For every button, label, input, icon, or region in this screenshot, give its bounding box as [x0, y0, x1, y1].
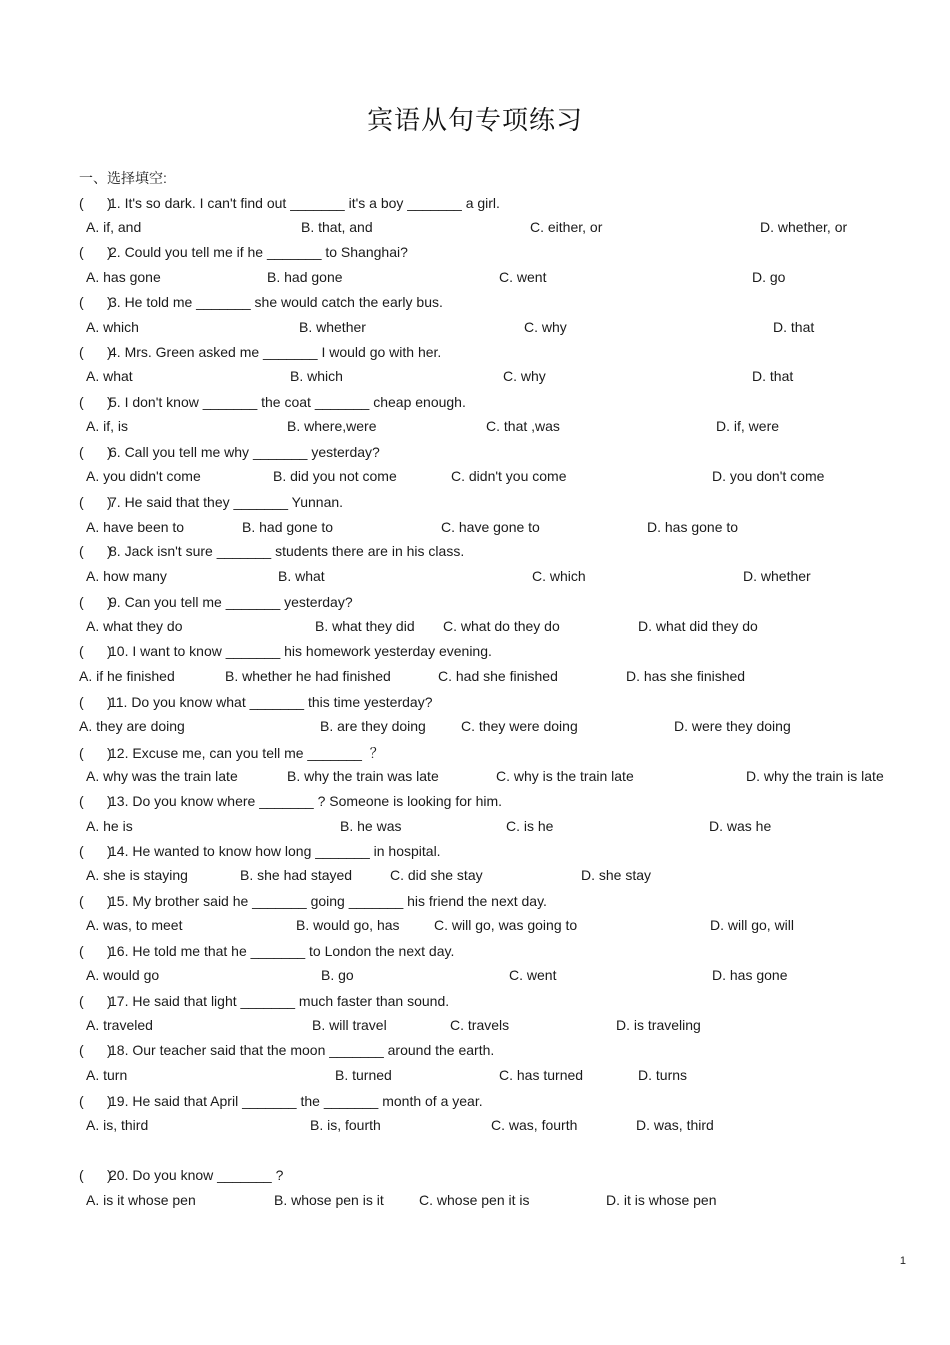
answer-blank[interactable]: ( ) — [79, 244, 112, 260]
answer-blank[interactable]: ( ) — [79, 793, 112, 809]
option-d: D. is traveling — [616, 1017, 701, 1033]
question-10 — [79, 643, 492, 659]
option-b: B. he was — [340, 818, 402, 834]
answer-blank[interactable]: ( ) — [79, 543, 112, 559]
answer-blank[interactable]: ( ) — [79, 1167, 112, 1183]
question-text: 5. I don't know _______ the coat _______ cheap enough. — [109, 394, 466, 410]
option-c: C. why — [503, 368, 546, 384]
answer-blank[interactable]: ( ) — [79, 494, 112, 510]
option-a: A. if, and — [86, 219, 142, 235]
answer-blank[interactable]: ( ) — [79, 745, 112, 761]
question-4 — [79, 344, 441, 360]
answer-blank[interactable]: ( ) — [79, 294, 112, 310]
option-b: B. would go, has — [296, 917, 400, 933]
question-text: 20. Do you know _______ ? — [109, 1167, 284, 1183]
answer-blank[interactable]: ( ) — [79, 195, 112, 211]
option-a: A. would go — [86, 967, 160, 983]
answer-blank[interactable]: ( ) — [79, 643, 112, 659]
option-b: B. that, and — [301, 219, 373, 235]
option-c: C. went — [499, 269, 547, 285]
option-b: B. what they did — [315, 618, 415, 634]
question-text: 8. Jack isn't sure _______ students there are in his class. — [109, 543, 465, 559]
option-c: C. went — [509, 967, 557, 983]
answer-blank[interactable]: ( ) — [79, 1042, 112, 1058]
question-text: 17. He said that light _______ much faster than sound. — [109, 993, 450, 1009]
question-7 — [79, 494, 343, 510]
option-c: C. did she stay — [390, 867, 483, 883]
option-a: A. which — [86, 319, 139, 335]
answer-blank[interactable]: ( ) — [79, 394, 112, 410]
question-text: 14. He wanted to know how long _______ in hospital. — [109, 843, 441, 859]
question-text: 6. Call you tell me why _______ yesterday? — [109, 444, 380, 460]
question-text: 19. He said that April _______ the _______ month of a year. — [109, 1093, 483, 1109]
option-b: B. are they doing — [320, 718, 426, 734]
option-a: A. what — [86, 368, 133, 384]
question-text: 3. He told me _______ she would catch the early bus. — [109, 294, 443, 310]
question-text: 11. Do you know what _______ this time yesterday? — [109, 694, 433, 710]
option-b: B. whose pen is it — [274, 1192, 384, 1208]
question-text: 16. He told me that he _______ to London the next day. — [109, 943, 455, 959]
option-a: A. is it whose pen — [86, 1192, 196, 1208]
option-d: D. were they doing — [674, 718, 791, 734]
answer-blank[interactable]: ( ) — [79, 893, 112, 909]
section-heading: 一、选择填空: — [79, 170, 167, 186]
question-text: 9. Can you tell me _______ yesterday? — [109, 594, 353, 610]
option-b: B. will travel — [312, 1017, 387, 1033]
option-a: A. why was the train late — [86, 768, 238, 784]
question-8 — [79, 543, 464, 559]
question-3 — [79, 294, 443, 310]
question-14 — [79, 843, 441, 859]
option-a: A. if he finished — [79, 668, 175, 684]
option-a: A. they are doing — [79, 718, 185, 734]
answer-blank[interactable]: ( ) — [79, 1093, 112, 1109]
option-a: A. is, third — [86, 1117, 149, 1133]
question-13 — [79, 793, 502, 809]
option-b: B. had gone to — [242, 519, 334, 535]
option-d: D. go — [752, 269, 786, 285]
question-19 — [79, 1093, 483, 1109]
option-b: B. whether he had finished — [225, 668, 391, 684]
option-c: C. will go, was going to — [434, 917, 578, 933]
question-6 — [79, 444, 380, 460]
option-a: A. turn — [86, 1067, 128, 1083]
option-a: A. what they do — [86, 618, 183, 634]
question-16 — [79, 943, 454, 959]
option-a: A. how many — [86, 568, 167, 584]
option-d: D. has gone to — [647, 519, 739, 535]
option-b: B. turned — [335, 1067, 392, 1083]
answer-blank[interactable]: ( ) — [79, 694, 112, 710]
option-c: C. which — [532, 568, 586, 584]
option-c: C. travels — [450, 1017, 510, 1033]
option-c: C. has turned — [499, 1067, 584, 1083]
answer-blank[interactable]: ( ) — [79, 843, 112, 859]
option-d: D. will go, will — [710, 917, 795, 933]
question-9 — [79, 594, 353, 610]
option-b: B. she had stayed — [240, 867, 353, 883]
option-a: A. you didn't come — [86, 468, 201, 484]
option-a: A. if, is — [86, 418, 129, 434]
question-text: 15. My brother said he _______ going _______ his friend the next day. — [109, 893, 547, 909]
question-text: 12. Excuse me, can you tell me _______ ？ — [109, 745, 384, 761]
option-c: C. is he — [506, 818, 554, 834]
question-text: 4. Mrs. Green asked me _______ I would go with her. — [109, 344, 442, 360]
answer-blank[interactable]: ( ) — [79, 943, 112, 959]
question-18 — [79, 1042, 494, 1058]
option-b: B. why the train was late — [287, 768, 439, 784]
option-a: A. he is — [86, 818, 133, 834]
option-b: B. where,were — [287, 418, 377, 434]
option-c: C. didn't you come — [451, 468, 567, 484]
option-d: D. if, were — [716, 418, 780, 434]
question-text: 1. It's so dark. I can't find out _______ it's a boy _______ a girl. — [109, 195, 500, 211]
option-b: B. had gone — [267, 269, 343, 285]
option-d: D. was, third — [636, 1117, 714, 1133]
question-text: 7. He said that they _______ Yunnan. — [109, 494, 344, 510]
option-d: D. has she finished — [626, 668, 746, 684]
option-d: D. whether, or — [760, 219, 848, 235]
answer-blank[interactable]: ( ) — [79, 444, 112, 460]
option-a: A. has gone — [86, 269, 161, 285]
question-text: 13. Do you know where _______ ? Someone is looking for him. — [109, 793, 503, 809]
question-2 — [79, 244, 408, 260]
question-1 — [79, 195, 500, 211]
option-b: B. what — [278, 568, 325, 584]
option-d: D. has gone — [712, 967, 788, 983]
option-b: B. go — [321, 967, 354, 983]
option-d: D. she stay — [581, 867, 652, 883]
option-d: D. you don't come — [712, 468, 825, 484]
option-c: C. have gone to — [441, 519, 540, 535]
question-17 — [79, 993, 449, 1009]
option-c: C. they were doing — [461, 718, 578, 734]
option-d: D. was he — [709, 818, 772, 834]
question-12 — [79, 743, 384, 763]
option-c: C. either, or — [530, 219, 603, 235]
question-text: 18. Our teacher said that the moon _______ around the earth. — [109, 1042, 495, 1058]
option-c: C. was, fourth — [491, 1117, 578, 1133]
option-a: A. she is staying — [86, 867, 188, 883]
question-15 — [79, 893, 547, 909]
page-number: 1 — [899, 1255, 906, 1267]
page-title: 宾语从句专项练习 — [366, 106, 583, 136]
answer-blank[interactable]: ( ) — [79, 344, 112, 360]
option-c: C. had she finished — [438, 668, 558, 684]
option-c: C. why — [524, 319, 567, 335]
option-c: C. whose pen it is — [419, 1192, 530, 1208]
option-d: D. that — [773, 319, 815, 335]
option-d: D. it is whose pen — [606, 1192, 717, 1208]
option-b: B. is, fourth — [310, 1117, 381, 1133]
question-text: 10. I want to know _______ his homework yesterday evening. — [109, 643, 492, 659]
option-b: B. whether — [299, 319, 366, 335]
option-c: C. why is the train late — [496, 768, 634, 784]
option-c: C. what do they do — [443, 618, 560, 634]
option-d: D. why the train is late — [746, 768, 884, 784]
answer-blank[interactable]: ( ) — [79, 993, 112, 1009]
option-a: A. traveled — [86, 1017, 153, 1033]
question-20 — [79, 1167, 283, 1183]
answer-blank[interactable]: ( ) — [79, 594, 112, 610]
option-d: D. whether — [743, 568, 811, 584]
question-11 — [79, 694, 432, 710]
option-d: D. what did they do — [638, 618, 758, 634]
option-b: B. which — [290, 368, 343, 384]
option-a: A. was, to meet — [86, 917, 183, 933]
option-d: D. turns — [638, 1067, 688, 1083]
question-text: 2. Could you tell me if he _______ to Shanghai? — [109, 244, 408, 260]
option-b: B. did you not come — [273, 468, 397, 484]
option-c: C. that ,was — [486, 418, 560, 434]
option-d: D. that — [752, 368, 794, 384]
question-5 — [79, 394, 466, 410]
option-a: A. have been to — [86, 519, 185, 535]
